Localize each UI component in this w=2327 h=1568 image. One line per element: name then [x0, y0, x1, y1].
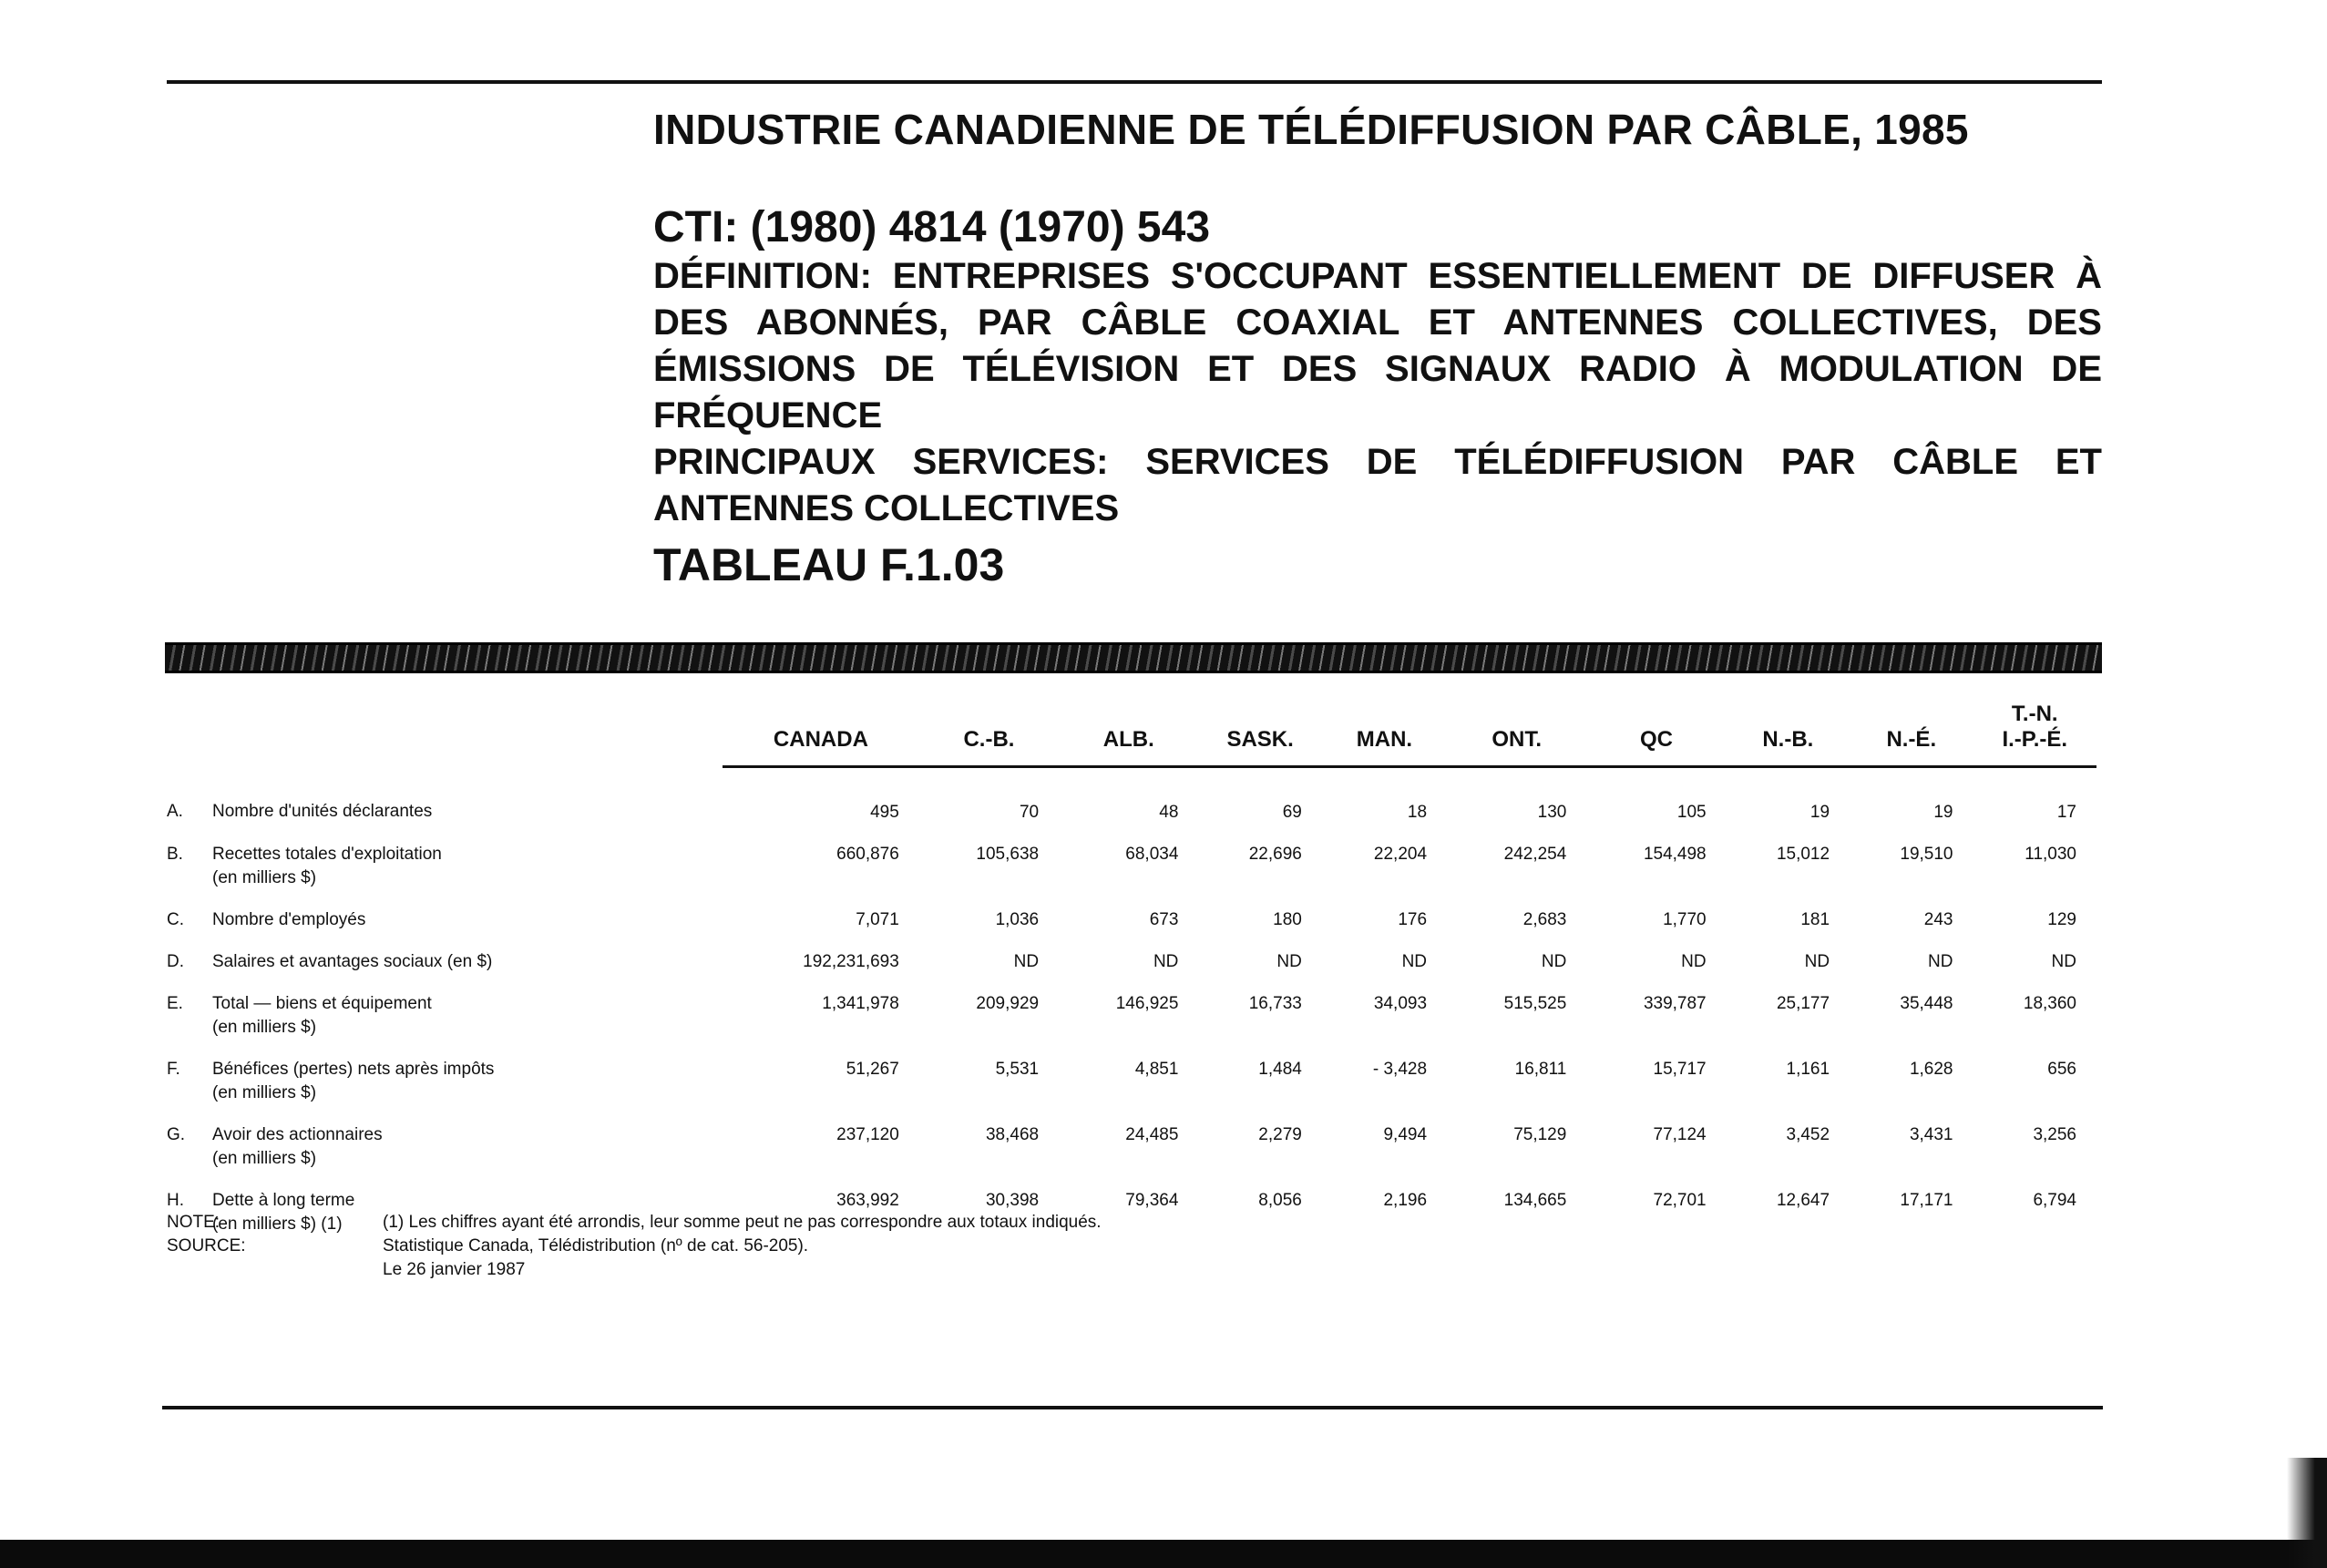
table-cell: ND: [1276, 952, 1302, 971]
table-cell: 1,036: [995, 910, 1040, 929]
table-cell: 75,129: [1513, 1125, 1567, 1144]
table-cell: 18: [1407, 803, 1428, 822]
table-cell: 12,647: [1776, 1191, 1830, 1210]
table-cell: 8,056: [1258, 1191, 1302, 1210]
bottom-rule: [162, 1406, 2103, 1409]
table-cell: 25,177: [1776, 994, 1830, 1013]
row-label: Recettes totales d'exploitation: [212, 845, 442, 864]
table-header-row: [167, 702, 2096, 767]
column-header-tn: T.-N.: [2011, 702, 2058, 726]
table-cell: 3,256: [2033, 1125, 2076, 1144]
table-cell: 1,161: [1786, 1060, 1830, 1079]
table-cell: 176: [1398, 910, 1428, 929]
table-cell: 1,484: [1258, 1060, 1302, 1079]
table-cell: 72,701: [1653, 1191, 1707, 1210]
table-cell: 363,992: [836, 1191, 899, 1210]
row-spacer: [167, 1105, 2096, 1123]
column-header-cb: C.-B.: [919, 702, 1059, 767]
row-label: Dette à long terme: [212, 1191, 355, 1210]
table-number: TABLEAU F.1.03: [653, 539, 1005, 590]
top-rule: [167, 80, 2102, 84]
column-header-man: MAN.: [1322, 702, 1447, 767]
table-cell: 2,279: [1258, 1125, 1302, 1144]
table-cell: 15,012: [1776, 845, 1830, 864]
row-letter: G.: [167, 1125, 186, 1144]
table-cell: 192,231,693: [803, 952, 899, 971]
table-cell: 5,531: [995, 1060, 1040, 1079]
table-cell: 242,254: [1503, 845, 1567, 864]
table-row: [167, 767, 2096, 825]
column-header-alb: ALB.: [1059, 702, 1198, 767]
row-spacer-cell: [167, 974, 2096, 992]
table-cell: 134,665: [1503, 1191, 1567, 1210]
note-text: (1) Les chiffres ayant été arrondis, leur somme peut ne pas correspondre aux totaux indiqués.: [383, 1213, 1102, 1232]
column-header-ipe: I.-P.-É.: [2002, 727, 2068, 752]
table-cell: 105: [1676, 803, 1707, 822]
table-cell: 6,794: [2033, 1191, 2076, 1210]
column-header-ne: N.-É.: [1850, 702, 1973, 767]
column-header-qc: QC: [1586, 702, 1726, 767]
table-cell: 130: [1537, 803, 1567, 822]
row-label-cell: [212, 1123, 723, 1171]
table-row: [167, 908, 2096, 932]
table-cell: 24,485: [1125, 1125, 1179, 1144]
table-cell: 22,696: [1248, 845, 1302, 864]
table-cell: 69: [1282, 803, 1302, 822]
source-text: Statistique Canada, Télédistribution (nº de cat. 56-205).: [383, 1236, 809, 1255]
table-cell: 105,638: [976, 845, 1040, 864]
row-letter: C.: [167, 910, 184, 929]
row-unit: (en milliers $): [212, 1018, 317, 1037]
table-cell: 3,431: [1909, 1125, 1953, 1144]
table-cell: ND: [1013, 952, 1040, 971]
table-cell: 2,196: [1383, 1191, 1428, 1210]
cti-code: CTI: (1980) 4814 (1970) 543: [653, 203, 1211, 251]
table-cell: 146,925: [1115, 994, 1179, 1013]
table-cell: 16,811: [1514, 1060, 1567, 1079]
row-label-cell: [212, 950, 723, 974]
table-cell: 77,124: [1653, 1125, 1707, 1144]
table-cell: 35,448: [1900, 994, 1953, 1013]
date-spacer: [167, 1258, 383, 1282]
table-cell: 11,030: [2025, 845, 2076, 864]
row-label: Salaires et avantages sociaux (en $): [212, 952, 493, 971]
table-cell: 22,204: [1373, 845, 1428, 864]
row-label: Avoir des actionnaires: [212, 1125, 383, 1144]
table-cell: 1,628: [1909, 1060, 1953, 1079]
row-spacer-cell: [167, 1040, 2096, 1058]
document-title: INDUSTRIE CANADIENNE DE TÉLÉDIFFUSION PAR CÂBLE, 1985: [653, 106, 1969, 153]
table-cell: ND: [1153, 952, 1179, 971]
table-cell: 3,452: [1786, 1125, 1830, 1144]
table-cell: 673: [1149, 910, 1179, 929]
table-cell: 34,093: [1373, 994, 1428, 1013]
decorative-band: [165, 642, 2102, 673]
row-spacer: [167, 825, 2096, 843]
row-letter: D.: [167, 952, 184, 971]
row-spacer-cell: [167, 825, 2096, 843]
row-spacer-cell: [167, 1171, 2096, 1189]
column-header-sask: SASK.: [1198, 702, 1321, 767]
table-cell: 2,683: [1522, 910, 1567, 929]
table-cell: ND: [1401, 952, 1428, 971]
row-spacer-cell: [167, 1105, 2096, 1123]
table-cell: 9,494: [1383, 1125, 1428, 1144]
table-cell: 18,360: [2023, 994, 2076, 1013]
table-cell: 4,851: [1134, 1060, 1179, 1079]
row-unit: (en milliers $) (1): [212, 1214, 343, 1234]
row-label: Nombre d'unités déclarantes: [212, 801, 433, 821]
release-date: Le 26 janvier 1987: [383, 1260, 526, 1279]
table-row: [167, 950, 2096, 974]
note-row: [167, 1211, 1102, 1235]
table-cell: 19,510: [1900, 845, 1953, 864]
table-cell: 19: [1933, 803, 1953, 822]
table-cell: ND: [1928, 952, 1953, 971]
table-cell: 17: [2056, 803, 2076, 822]
table-cell: 154,498: [1643, 845, 1707, 864]
row-spacer-cell: [167, 932, 2096, 950]
table-row: [167, 843, 2096, 890]
table-cell: 495: [870, 803, 899, 822]
row-unit: (en milliers $): [212, 868, 317, 887]
note-key: NOTE:: [167, 1213, 220, 1232]
table-cell: ND: [1681, 952, 1707, 971]
column-header-nb: N.-B.: [1727, 702, 1850, 767]
row-label-cell: [212, 992, 723, 1040]
row-spacer: [167, 890, 2096, 908]
row-unit: (en milliers $): [212, 1149, 317, 1168]
row-letter: F.: [167, 1060, 180, 1079]
scan-edge-corner: [2287, 1458, 2327, 1568]
table-cell: 660,876: [836, 845, 899, 864]
row-label: Total — biens et équipement: [212, 994, 432, 1013]
table-cell: 48: [1159, 803, 1179, 822]
row-label: Nombre d'employés: [212, 910, 366, 929]
table-cell: 17,171: [1900, 1191, 1953, 1210]
row-spacer: [167, 1040, 2096, 1058]
row-label-cell: [212, 843, 723, 890]
row-letter: A.: [167, 801, 183, 821]
document-header: [653, 102, 2102, 592]
row-letter: H.: [167, 1191, 184, 1210]
table-row: [167, 992, 2096, 1040]
scan-edge: [0, 1540, 2327, 1568]
row-letter: B.: [167, 845, 183, 864]
table-cell: 68,034: [1125, 845, 1179, 864]
definition-text: DÉFINITION: ENTREPRISES S'OCCUPANT ESSENTIELLEMENT DE DIFFUSER À DES ABONNÉS, PAR CÂBLE COAXIAL ET ANTENNES COLLECTIVES, DES ÉMISSIONS DE TÉLÉVISION ET DES SIGNAUX RADIO À MODULATION DE FRÉQUENCE: [653, 256, 2102, 436]
table-cell: 1,341,978: [822, 994, 899, 1013]
row-spacer: [167, 1171, 2096, 1189]
table-cell: 70: [1019, 803, 1040, 822]
table-cell: 515,525: [1503, 994, 1567, 1013]
table-row: [167, 1123, 2096, 1171]
column-header-ont: ONT.: [1447, 702, 1586, 767]
notes-block: [167, 1211, 1102, 1282]
table-cell: 79,364: [1125, 1191, 1179, 1210]
table-cell: 16,733: [1248, 994, 1302, 1013]
table-cell: 209,929: [976, 994, 1040, 1013]
table-cell: 51,267: [846, 1060, 899, 1079]
row-unit: (en milliers $): [212, 1083, 317, 1102]
row-label: Bénéfices (pertes) nets après impôts: [212, 1060, 495, 1079]
table-cell: - 3,428: [1372, 1060, 1428, 1079]
row-label-cell: [212, 908, 723, 932]
table-cell: 7,071: [856, 910, 899, 929]
table-cell: 30,398: [985, 1191, 1040, 1210]
row-label-cell: [212, 1058, 723, 1105]
table-cell: 1,770: [1663, 910, 1707, 929]
table-cell: ND: [2051, 952, 2076, 971]
table-cell: 38,468: [985, 1125, 1040, 1144]
source-row: [167, 1235, 1102, 1258]
table-cell: ND: [1804, 952, 1830, 971]
table-cell: 656: [2047, 1060, 2076, 1079]
table-row: [167, 1058, 2096, 1105]
row-letter: E.: [167, 994, 183, 1013]
row-spacer: [167, 974, 2096, 992]
date-row: [167, 1258, 1102, 1282]
services-text: PRINCIPAUX SERVICES: SERVICES DE TÉLÉDIFFUSION PAR CÂBLE ET ANTENNES COLLECTIVES: [653, 442, 2102, 528]
row-spacer-cell: [167, 890, 2096, 908]
table-cell: 339,787: [1643, 994, 1707, 1013]
table-cell: 237,120: [836, 1125, 899, 1144]
row-label-cell: [212, 767, 723, 825]
header-blank: [167, 702, 723, 767]
table-cell: 243: [1923, 910, 1953, 929]
column-header-canada: CANADA: [723, 702, 919, 767]
table-cell: 180: [1273, 910, 1302, 929]
table-cell: 129: [2047, 910, 2076, 929]
column-header-tn-ipe: [1973, 702, 2097, 767]
table-cell: ND: [1541, 952, 1567, 971]
table-body: [167, 767, 2096, 1237]
table-cell: 19: [1809, 803, 1830, 822]
table-cell: 181: [1800, 910, 1830, 929]
statistics-table: [167, 702, 2096, 1236]
table-cell: 15,717: [1653, 1060, 1707, 1079]
row-spacer: [167, 932, 2096, 950]
source-key: SOURCE:: [167, 1236, 246, 1255]
